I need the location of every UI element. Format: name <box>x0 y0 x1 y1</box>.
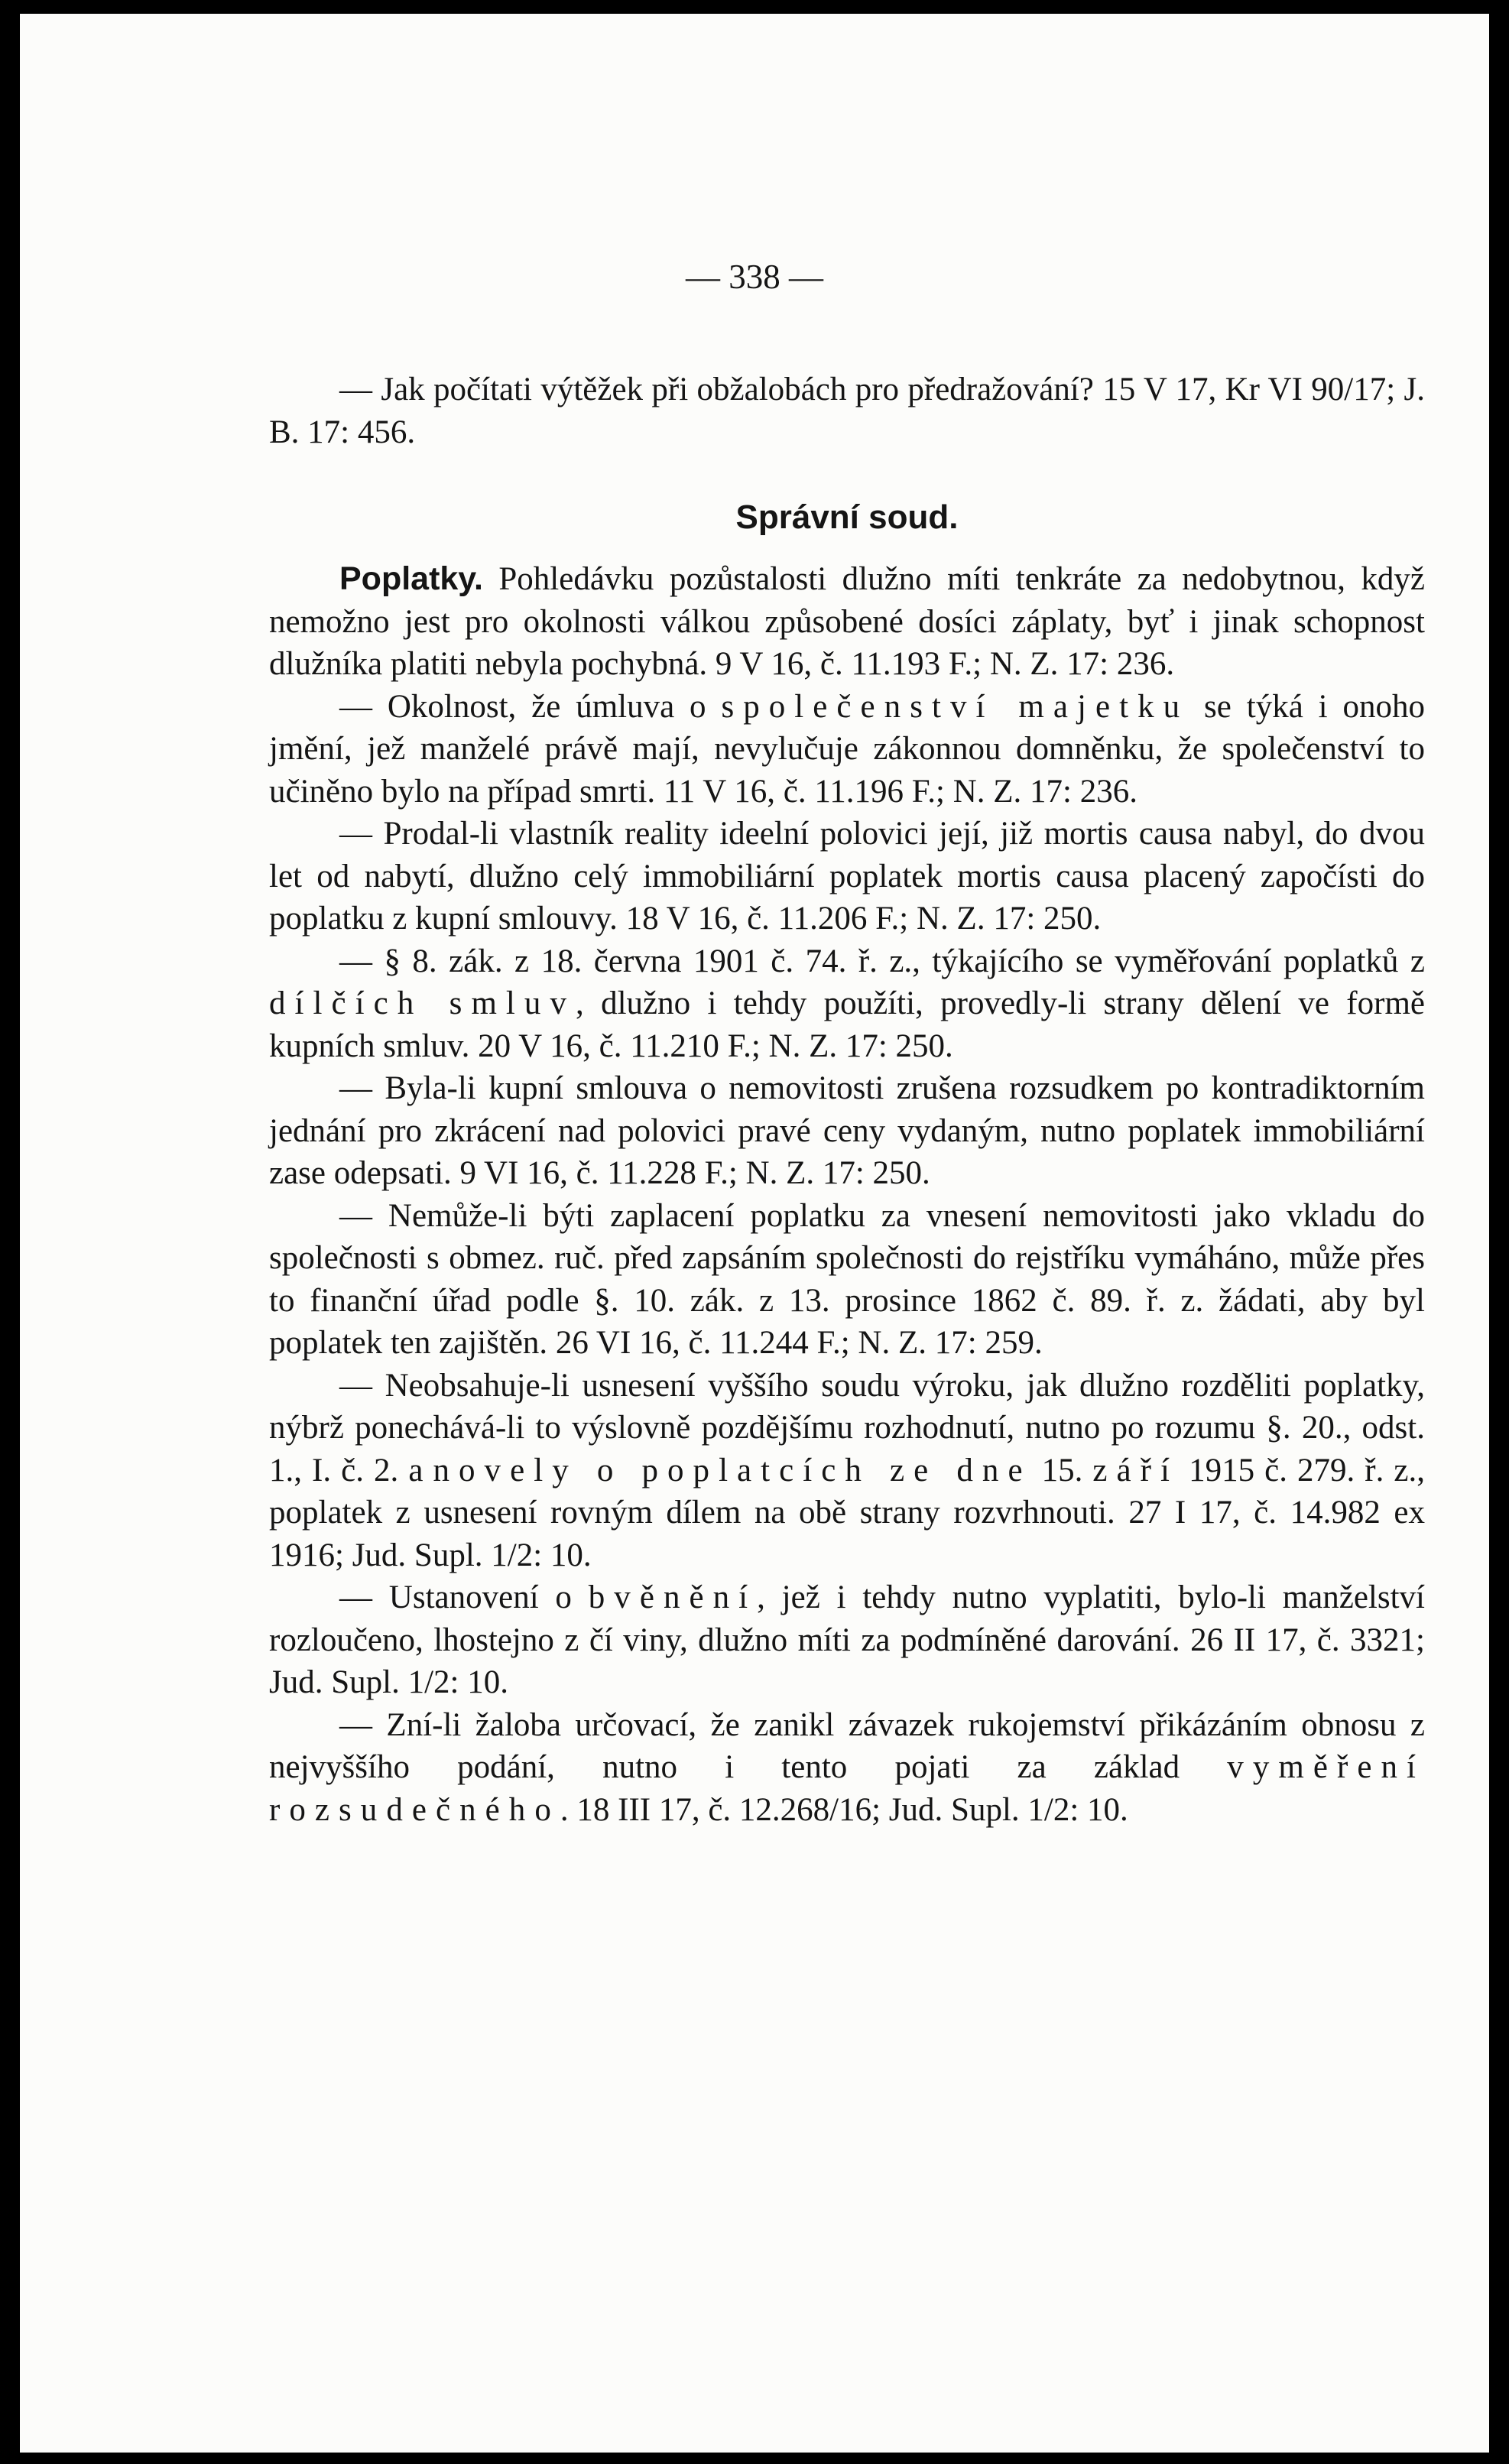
subheading-label: Poplatky. <box>339 560 483 597</box>
paragraph-3: — Prodal-li vlastník reality ideelní polovici její, již mortis causa nabyl, do dvou let od nabytí, dlužno celý immobiliární poplatek mortis causa placený započísti do poplatku z kupní smlouvy. 18 V 16, č. 11.206 F.; N. Z. 17: 250. <box>269 816 1425 937</box>
section-heading: Správní soud. <box>735 498 959 536</box>
page-sheet <box>20 14 1489 2453</box>
spaced-emphasis: bvěnění <box>588 1579 758 1615</box>
spaced-emphasis: dílčích smluv <box>269 985 576 1021</box>
spaced-emphasis: novely o poplatcích ze dne <box>433 1452 1032 1488</box>
paragraph-text: — Ustanovení o <box>339 1579 589 1615</box>
paragraph-6: — Nemůže-li býti zaplacení poplatku za vnesení nemovitosti jako vkladu do společnosti s obmez. ruč. před zapsáním společnosti do rejstříku vymáháno, může přes to finanční úřad podle §. 10. zák. z 13. prosince 1862 č. 89. ř. z. žádati, aby byl poplatek ten zajištěn. 26 VI 16, č. 11.244 F.; N. Z. 17: 259. <box>269 1197 1425 1361</box>
spaced-emphasis: vyměření rozsudečného <box>269 1749 1425 1828</box>
paragraph-8 <box>269 1576 1425 1704</box>
page-number: — 338 — <box>686 258 823 296</box>
paragraph-text: , dlužno i tehdy použíti, provedly-li strany dělení ve formě kupních smluv. 20 V 16, č. 11.210 F.; N. Z. 17: 250. <box>269 985 1425 1064</box>
paragraph-text: — Zní-li žaloba určovací, že zanikl závazek rukojemství přikázáním obnosu z nejvyššího podání, nutno i tento pojati za základ <box>269 1706 1425 1785</box>
paragraph-text: 15. <box>1031 1452 1093 1488</box>
paragraph-5: — Byla-li kupní smlouva o nemovitosti zrušena rozsudkem po kontradiktorním jednání pro zkrácení nad polovici pravé ceny vydaným, nutno poplatek immobiliární zase odepsati. 9 VI 16, č. 11.228 F.; N. Z. 17: 250. <box>269 1070 1425 1191</box>
paragraph-text: 1915 č. 279. ř. z., poplatek z usnesení rovným dílem na obě strany rozvrhnouti. 27 I 17, č. 14.982 ex 1916; Jud. Supl. 1/2: 10. <box>269 1452 1425 1573</box>
paragraph-text: . 18 III 17, č. 12.268/16; Jud. Supl. 1/2: 10. <box>560 1791 1128 1828</box>
page-content <box>269 368 1425 1831</box>
paragraph-2 <box>269 686 1425 813</box>
paragraph-poplatky <box>269 558 1425 686</box>
paragraph-text: Pohledávku pozůstalosti dlužno míti tenkráte za nedobytnou, když nemožno jest pro okolnosti válkou způsobené dosíci záplaty, byť i jinak schopnost dlužníka platiti nebyla pochybná. 9 V 16, č. 11.193 F.; N. Z. 17: 236. <box>269 561 1425 682</box>
spaced-emphasis: září <box>1092 1452 1180 1488</box>
paragraph-7 <box>269 1365 1425 1577</box>
paragraph-text: — Okolnost, že úmluva o <box>339 688 722 725</box>
spaced-emphasis: společenství majetku <box>721 688 1189 725</box>
paragraph-text: se týká i onoho jmění, jež manželé právě mají, nevylučuje zákonnou domněnku, že společenství to učiněno bylo na případ smrti. 11 V 16, č. 11.196 F.; N. Z. 17: 236. <box>269 688 1425 810</box>
paragraph-4 <box>269 940 1425 1068</box>
paragraph-9 <box>269 1704 1425 1832</box>
paragraph-entry-1: — Jak počítati výtěžek při obžalobách pro předražování? 15 V 17, Kr VI 90/17; J. B. 17: 456. <box>269 372 1425 450</box>
paragraph-text: , jež i tehdy nutno vyplatiti, bylo-li manželství rozloučeno, lhostejno z čí viny, dlužno míti za podmíněné darování. 26 II 17, č. 3321; Jud. Supl. 1/2: 10. <box>269 1579 1425 1700</box>
paragraph-text: — § 8. zák. z 18. června 1901 č. 74. ř. z., týkajícího se vyměřování poplatků z <box>339 943 1425 979</box>
paragraph-text: — Neobsahuje-li usnesení vyššího soudu výroku, jak dlužno rozděliti poplatky, nýbrž ponechává-li to výslovně pozdějšímu rozhodnutí, nutno po rozumu §. 20., odst. 1., I. č. 2. a <box>269 1367 1425 1488</box>
